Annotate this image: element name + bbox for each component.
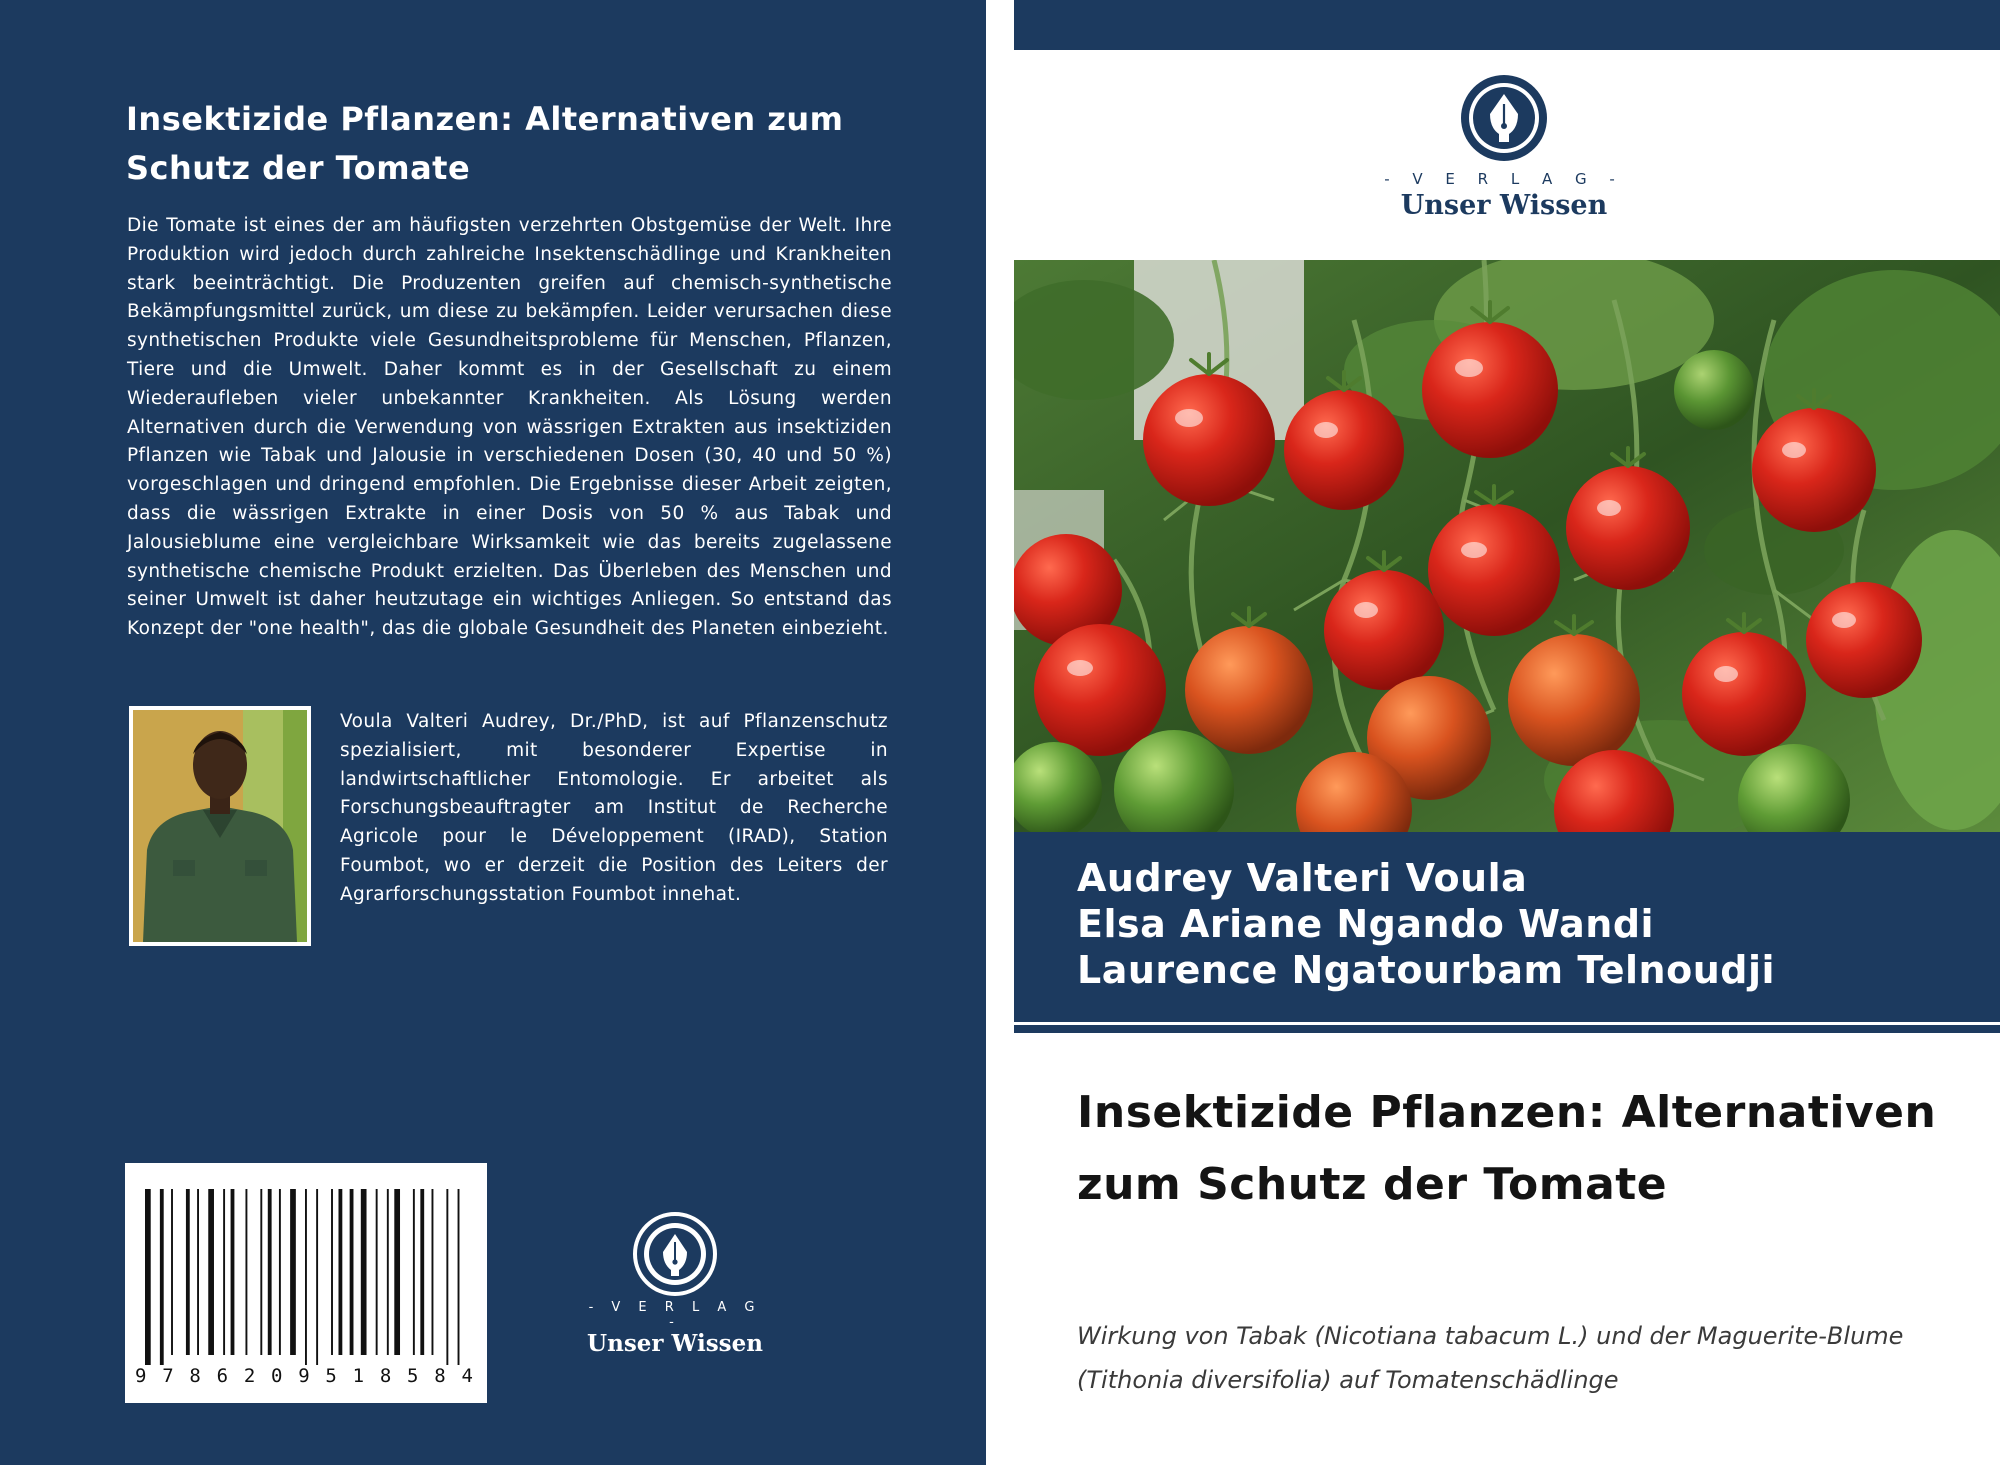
front-cover-title: Insektizide Pflanzen: Alternativen zum Schutz der Tomate <box>1077 1087 1937 1210</box>
back-cover <box>0 0 986 1465</box>
barcode-bar <box>458 1189 460 1365</box>
barcode-bar <box>361 1189 367 1355</box>
barcode-bar <box>376 1189 378 1355</box>
author-name: Laurence Ngatourbam Telnoudji <box>1077 948 1776 992</box>
barcode-bar <box>223 1189 225 1355</box>
isbn-digit: 6 <box>216 1365 231 1387</box>
publisher-verlag-label: - V E R L A G - <box>1384 170 1624 188</box>
barcode-bar <box>432 1189 434 1355</box>
barcode-bar <box>331 1189 333 1355</box>
barcode-bar <box>186 1189 190 1355</box>
author-bio: Voula Valteri Audrey, Dr./PhD, ist auf Pflanzenschutz spezialisiert, mit besonderer Expertise in landwirtschaftlicher Entomologie. Er arbeitet als Forschungsbeauftragter am Institut de Recherche Agricole pour le Développement (IRAD), Station Foumbot, wo er derzeit die Position des Leiters der Agrarforschungsstation Foumbot innehat. <box>340 711 888 905</box>
barcode-bar <box>316 1189 318 1365</box>
front-cover-subtitle: Wirkung von Tabak (Nicotiana tabacum L.) und der Maguerite-Blume (Tithonia diversifolia) auf Tomatenschädlinge <box>1077 1322 1904 1394</box>
isbn-digit: 4 <box>461 1365 475 1387</box>
isbn-digit: 5 <box>325 1365 339 1387</box>
barcode-bar <box>394 1189 400 1355</box>
isbn-digit: 8 <box>434 1365 448 1387</box>
front-top-band <box>1014 0 2000 50</box>
barcode-bar <box>413 1189 415 1355</box>
barcode-bar <box>446 1189 448 1365</box>
barcode-bar <box>231 1189 235 1355</box>
isbn-digit: 5 <box>407 1365 421 1387</box>
barcode-bar <box>171 1189 173 1355</box>
back-cover-blurb: Die Tomate ist eines der am häufigsten verzehrten Obstgemüse der Welt. Ihre Produktion wird jedoch durch zahlreiche Insektenschädlinge und Krankheiten stark beeinträchtigt. Die Produzenten greifen auf chemisch-synthetische Bekämpfungsmittel zurück, um diese zu bekämpfen. Leider verursachen diese synthetischen Produkte viele Gesundheitsprobleme für Menschen, Pflanzen, Tiere und die Umwelt. Daher kommt es in der Gesellschaft zu einem Wiederaufleben vieler unbekannter Krankheiten. Als Lösung werden Alternativen durch die Verwendung von wässrigen Extrakten aus insektiziden Pflanzen wie Tabak und Jalousie in verschiedenen Dosen (30, 40 und 50 %) vorgeschlagen und dringend empfohlen. Die Ergebnisse dieser Arbeit zeigten, dass die wässrigen Extrakte in einer Dosis von 50 % aus Tabak und Jalousieblume eine vergleichbare Wirksamkeit wie das bereits zugelassene synthetische chemische Produkt erzielten. Das Überleben des Menschen und seiner Umwelt ist daher heutzutage ein wichtiges Anliegen. So entstand das Konzept der "one health", das die globale Gesundheit des Planeten einbezieht. <box>127 215 892 640</box>
isbn-digits <box>135 1365 475 1387</box>
barcode-bar <box>338 1189 342 1355</box>
author-portrait-icon <box>133 710 307 942</box>
publisher-seal-icon <box>633 1212 717 1296</box>
barcode-bar <box>268 1189 272 1355</box>
isbn-digit: 9 <box>135 1365 149 1387</box>
author-name: Audrey Valteri Voula <box>1077 856 1528 900</box>
barcode-bar <box>279 1189 281 1355</box>
tomato-plant-illustration <box>1014 260 2000 832</box>
publisher-name: Unser Wissen <box>1400 190 1608 221</box>
isbn-digit: 1 <box>352 1365 367 1387</box>
barcode-bar <box>245 1189 247 1355</box>
isbn-digit: 8 <box>379 1365 394 1387</box>
isbn-digit: 7 <box>162 1365 176 1387</box>
barcode-bars <box>145 1189 465 1365</box>
isbn-digit: 8 <box>189 1365 203 1387</box>
back-publisher-logo <box>585 1212 765 1357</box>
barcode-bar <box>197 1189 199 1355</box>
tomato-photo <box>1014 260 2000 832</box>
barcode-bar <box>160 1189 164 1365</box>
isbn-digit: 0 <box>271 1365 285 1387</box>
band-rule <box>1014 1025 2000 1033</box>
authors-band <box>1014 832 2000 1022</box>
barcode-bar <box>145 1189 151 1365</box>
barcode-bar <box>305 1189 307 1365</box>
back-cover-title: Insektizide Pflanzen: Alternativen zum Schutz der Tomate <box>126 100 844 187</box>
barcode-bar <box>420 1189 424 1355</box>
barcode-bar <box>290 1189 296 1355</box>
isbn-digit: 2 <box>243 1365 258 1387</box>
barcode-bar <box>260 1189 262 1355</box>
barcode-bar <box>208 1189 214 1355</box>
front-publisher-logo <box>1384 72 1624 222</box>
isbn-digit: 9 <box>298 1365 312 1387</box>
author-photo <box>129 706 311 946</box>
publisher-name: Unser Wissen <box>587 1330 763 1357</box>
barcode-bar <box>350 1189 354 1355</box>
isbn-barcode <box>125 1163 487 1403</box>
author-name: Elsa Ariane Ngando Wandi <box>1077 902 1655 946</box>
publisher-verlag-label: - V E R L A G - <box>588 1300 762 1330</box>
spine-gap <box>986 0 1014 1465</box>
barcode-bar <box>387 1189 389 1355</box>
publisher-seal-icon <box>1458 72 1550 164</box>
front-cover <box>1014 0 2000 1465</box>
